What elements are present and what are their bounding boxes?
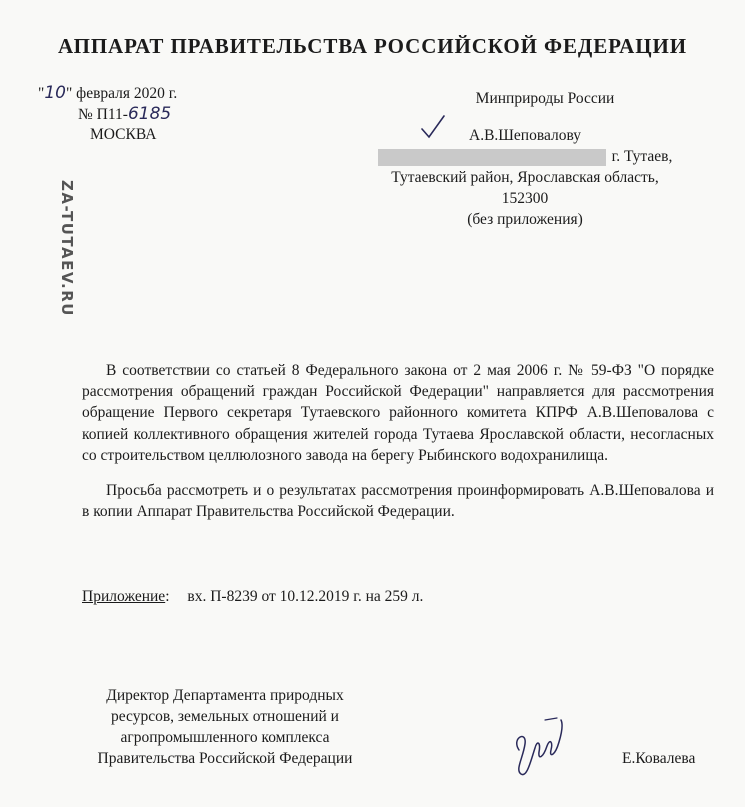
addressee-name: А.В.Шеповалову <box>469 127 581 144</box>
checkmark-icon <box>420 115 446 139</box>
appendix-line: Приложение: вх. П-8239 от 10.12.2019 г. на 259 л. <box>82 588 424 605</box>
body-paragraph-2: Просьба рассмотреть и о результатах рассмотрения проинформировать А.В.Шеповалова и в копии Аппарат Правительства Российской Федерации. <box>82 482 714 521</box>
letter-date-block <box>38 83 177 145</box>
document-header: АППАРАТ ПРАВИТЕЛЬСТВА РОССИЙСКОЙ ФЕДЕРАЦИИ <box>58 34 687 58</box>
body-paragraph-1: В соответствии со статьей 8 Федерального закона от 2 мая 2006 г. № 59-ФЗ "О порядке рассмотрения обращений граждан Российской Федерации" направляется для рассмотрения обращение Первого секретаря Тутаевского районного комитета КПРФ А.В.Шеповалова с копией коллективного обращения жителей города Тутаева Ярославской области, несогласных со строительством целлюлозного завода на берегу Рыбинского водохранилища. <box>82 362 714 464</box>
appendix-label: Приложение <box>82 588 166 605</box>
watermark: ZA-TUTAEV.RU <box>58 180 76 317</box>
appendix-text: вх. П-8239 от 10.12.2019 г. на 259 л. <box>187 588 424 605</box>
letter-city: МОСКВА <box>90 126 157 143</box>
letter-reg-number: № П11-6185 <box>78 104 172 124</box>
handwritten-reg-number: 6185 <box>127 104 172 124</box>
addressee-org: Минприроды России <box>475 90 615 107</box>
addressee-postcode: 152300 <box>501 190 549 207</box>
signer-name: Е.Ковалева <box>622 750 696 767</box>
handwritten-date-day: 10 <box>44 83 66 103</box>
signature-icon <box>505 712 575 782</box>
addressee-region: Тутаевский район, Ярославская область, <box>391 169 659 186</box>
letter-date: "10" февраля 2020 г. <box>38 83 178 103</box>
signer-title: Директор Департамента природных ресурсов, земельных отношений и агропромышленного комплекса Правительства Российской Федерации <box>97 687 353 767</box>
redaction-block <box>378 149 606 166</box>
letter-body <box>82 360 714 522</box>
addressee-city-line: г. Тутаев, <box>360 146 690 167</box>
addressee-block <box>360 88 690 230</box>
addressee-note: (без приложения) <box>467 211 583 228</box>
